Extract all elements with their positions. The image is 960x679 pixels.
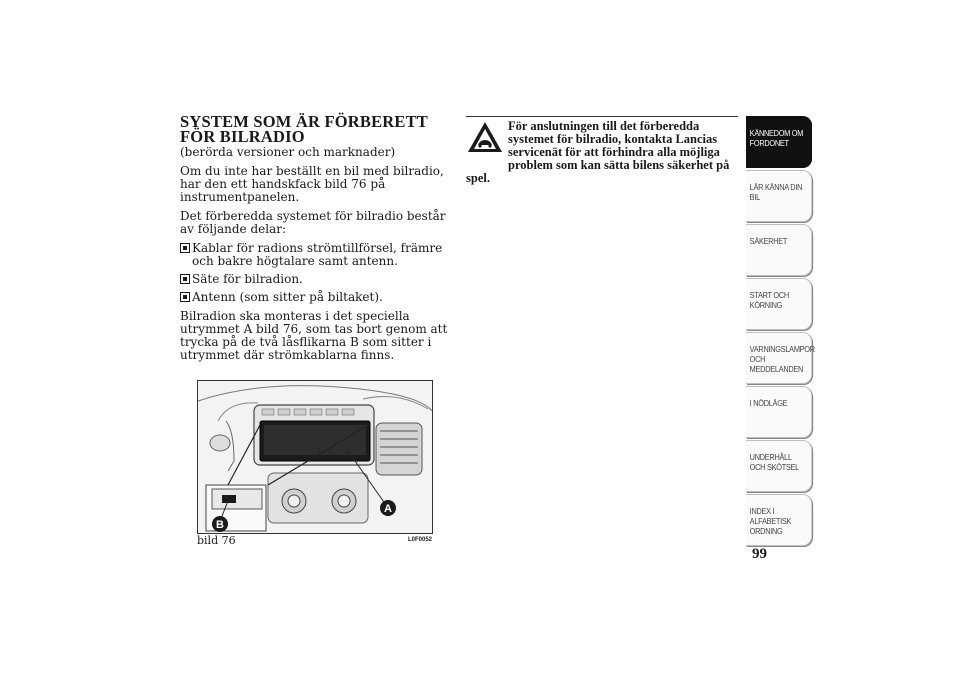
checkbox-bullet-icon [180,243,190,253]
section-subheading: (berörda versioner och marknader) [180,145,396,159]
checkbox-bullet-icon [180,274,190,284]
label-a-callout [380,500,396,516]
figure-radio-compartment [197,380,433,534]
figure-code: L0F0052 [408,537,433,543]
list-item: Säte för bilradion. [180,273,452,286]
tab-underhall-och-skotsel[interactable]: UNDERHÅLL OCH SKÖTSEL [746,440,812,492]
label-b-callout [212,516,228,532]
paragraph-3: Bilradion ska monteras i det speciella utrymmet A bild 76, som tas bort genom att trycka på de två låsflikarna B som sitter i utrymmet där strömkablarna finns. [180,309,448,362]
tab-start-och-korning[interactable]: START OCH KÖRNING [746,278,812,330]
tab-lar-kanna-din-bil[interactable]: LÄR KÄNNA DIN BIL [746,170,812,222]
tab-varningslampor[interactable]: VARNINGSLAMPOR OCH MEDDELANDEN [746,332,812,384]
list-item: Antenn (som sitter på biltaket). [180,291,452,304]
tab-sakerhet[interactable]: SÄKERHET [746,224,812,276]
warning-divider [466,116,738,117]
tab-index[interactable]: INDEX I ALFABETISK ORDNING [746,494,812,546]
dashboard-illustration [198,381,432,533]
tab-i-nodlage[interactable]: I NÖDLÄGE [746,386,812,438]
label-a: A [384,503,392,515]
checkbox-bullet-icon [180,292,190,302]
chapter-sidebar [746,116,818,548]
list-item: Kablar för radions strömtillförsel, främre och bakre högtalare samt antenn. [180,242,452,268]
paragraph-2: Det förberedda systemet för bilradio består av följande delar: [180,209,446,236]
main-column [180,114,452,368]
tab-kannedom-om-fordonet[interactable]: KÄNNEDOM OM FORDONET [746,116,812,168]
paragraph-1: Om du inte har beställt en bil med bilradio, har den ett handskfack bild 76 på instrumentpanelen. [180,164,444,204]
label-b: B [216,519,224,531]
parts-list [180,242,452,304]
figure-caption: bild 76 [197,534,236,547]
warning-box [466,120,738,185]
page-number: 99 [752,546,767,562]
section-heading: SYSTEM SOM ÄR FÖRBERETT FÖR BILRADIO [180,112,428,146]
warning-text: För anslutningen till det förberedda systemet för bilradio, kontakta Lancias servicenät för att förhindra alla möjliga problem som kan sätta bilens säkerhet på spel. [466,119,730,185]
warning-icon-slot [466,120,508,160]
warning-triangle-icon [466,120,504,154]
